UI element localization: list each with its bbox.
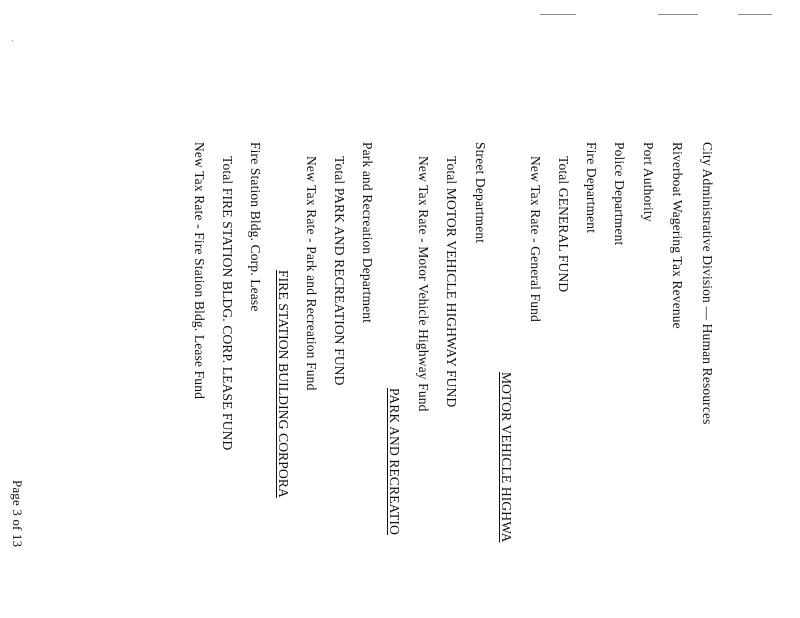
line-city-admin-hr: City Administrative Division — Human Resources bbox=[700, 142, 715, 425]
line-new-tax-rate-motor-vehicle: New Tax Rate - Motor Vehicle Highway Fund bbox=[416, 156, 431, 412]
line-fire-station-lease: Fire Station Bldg. Corp. Lease bbox=[248, 142, 263, 312]
line-total-general-fund: Total GENERAL FUND bbox=[556, 156, 571, 293]
line-new-tax-rate-fire-station: New Tax Rate - Fire Station Bldg. Lease Fund bbox=[192, 142, 207, 399]
line-total-motor-vehicle-fund: Total MOTOR VEHICLE HIGHWAY FUND bbox=[444, 156, 459, 408]
line-police-department: Police Department bbox=[612, 142, 627, 246]
line-new-tax-rate-general: New Tax Rate - General Fund bbox=[528, 156, 543, 322]
section-heading-park-recreation: PARK AND RECREATIO bbox=[387, 388, 402, 535]
scan-speck bbox=[12, 40, 13, 41]
line-total-fire-station-fund: Total FIRE STATION BLDG. CORP. LEASE FUND bbox=[220, 156, 235, 451]
section-heading-fire-station: FIRE STATION BUILDING CORPORA bbox=[276, 270, 291, 498]
line-new-tax-rate-park: New Tax Rate - Park and Recreation Fund bbox=[304, 156, 319, 391]
section-heading-motor-vehicle: MOTOR VEHICLE HIGHWA bbox=[499, 372, 514, 543]
line-total-park-recreation-fund: Total PARK AND RECREATION FUND bbox=[332, 156, 347, 386]
scan-mark bbox=[540, 14, 576, 15]
line-fire-department: Fire Department bbox=[584, 142, 599, 234]
scan-mark bbox=[658, 14, 698, 15]
scan-mark bbox=[738, 14, 772, 15]
page-number: Page 3 of 13 bbox=[10, 480, 25, 548]
line-street-department: Street Department bbox=[473, 142, 488, 244]
line-park-recreation-dept: Park and Recreation Department bbox=[360, 142, 375, 324]
line-port-authority: Port Authority bbox=[641, 142, 656, 222]
line-riverboat-wagering: Riverboat Wagering Tax Revenue bbox=[670, 142, 685, 329]
